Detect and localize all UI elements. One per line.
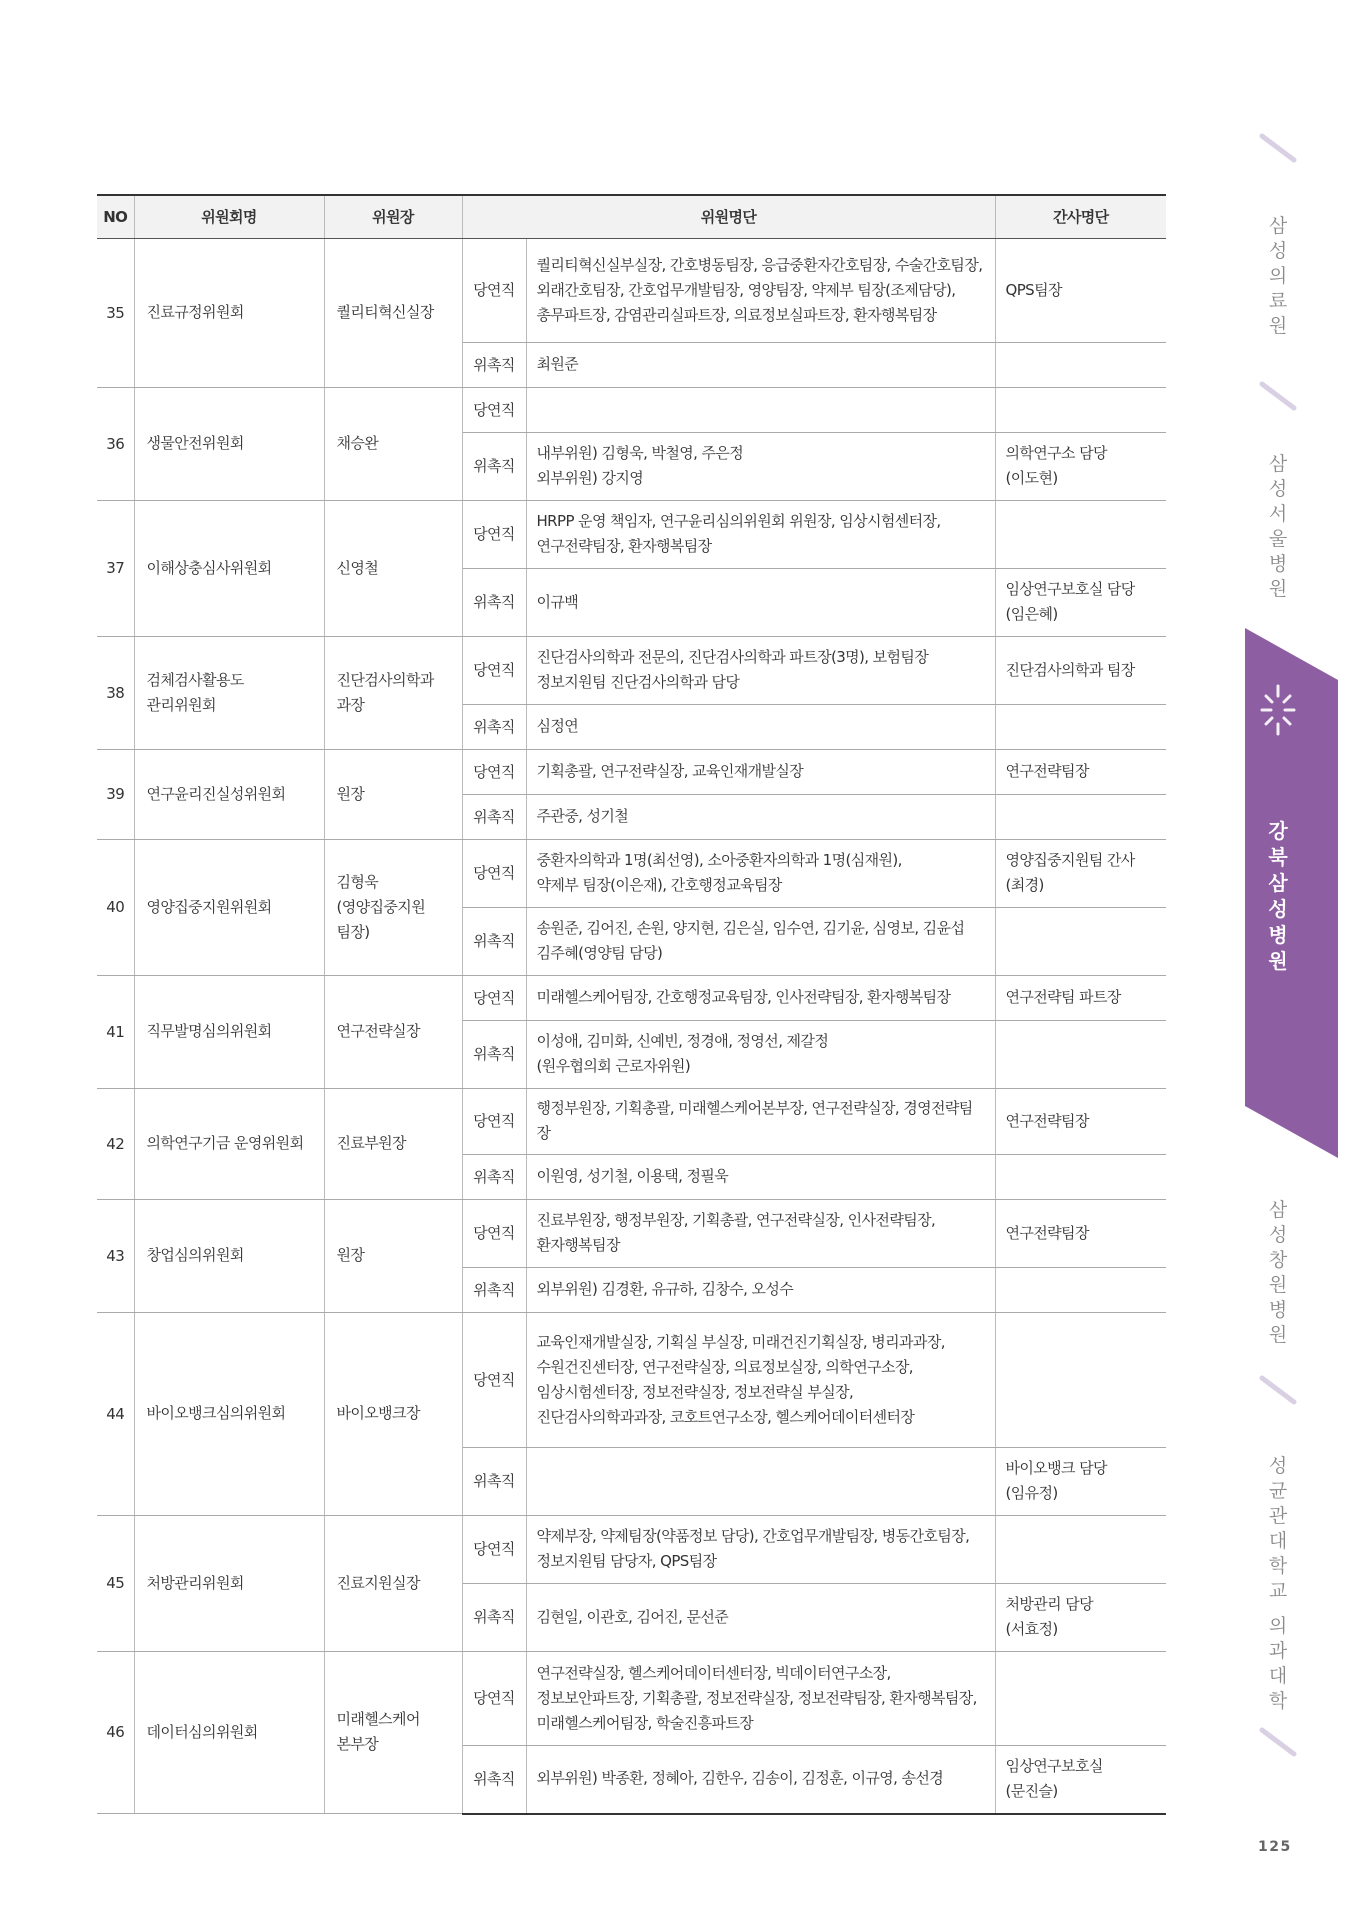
member-type: 당연직	[462, 637, 526, 705]
member-type: 당연직	[462, 239, 526, 343]
secretary: 연구전략팀 파트장	[995, 976, 1166, 1021]
member-type: 당연직	[462, 1652, 526, 1746]
tab-kangbuk-samsung-hospital[interactable]	[1263, 818, 1293, 974]
secretary	[995, 908, 1166, 976]
row-number: 39	[97, 750, 134, 840]
tab-char: 성	[1268, 1224, 1288, 1246]
member-list: 최원준	[526, 343, 995, 388]
secretary: 연구전략팀장	[995, 1200, 1166, 1268]
tab-char: 삼	[1268, 1199, 1288, 1221]
divider-slash-icon	[1258, 132, 1298, 164]
member-type: 위촉직	[462, 343, 526, 388]
secretary	[995, 1516, 1166, 1584]
member-list: 기획총괄, 연구전략실장, 교육인재개발실장	[526, 750, 995, 795]
member-list: 심정연	[526, 705, 995, 750]
tab-char: 병	[1268, 553, 1288, 575]
member-list: 송원준, 김어진, 손원, 양지현, 김은실, 임수연, 김기윤, 심영보, 김윤섭 김주혜(영양팀 담당)	[526, 908, 995, 976]
committee-name: 바이오뱅크심의위원회	[134, 1313, 324, 1516]
secretary	[995, 1268, 1166, 1313]
member-type: 위촉직	[462, 1746, 526, 1814]
row-number: 45	[97, 1516, 134, 1652]
row-number: 41	[97, 976, 134, 1089]
secretary: 영양집중지원팀 간사 (최경)	[995, 840, 1166, 908]
header-committee-name: 위원회명	[134, 195, 324, 239]
header-members: 위원명단	[462, 195, 995, 239]
member-type: 당연직	[462, 750, 526, 795]
tab-char: 교	[1268, 1580, 1288, 1602]
secretary: 진단검사의학과 팀장	[995, 637, 1166, 705]
tab-char: 대	[1268, 1530, 1288, 1552]
tab-char: 북	[1268, 845, 1288, 869]
row-number: 35	[97, 239, 134, 388]
member-list: 진료부원장, 행정부원장, 기획총괄, 연구전략실장, 인사전략팀장, 환자행복팀장	[526, 1200, 995, 1268]
committee-chair: 채승완	[324, 388, 462, 501]
member-type: 당연직	[462, 840, 526, 908]
secretary: QPS팀장	[995, 239, 1166, 343]
secretary	[995, 1652, 1166, 1746]
row-number: 36	[97, 388, 134, 501]
member-list: HRPP 운영 책임자, 연구윤리심의위원회 위원장, 임상시험센터장, 연구전략팀장, 환자행복팀장	[526, 501, 995, 569]
tab-char: 삼	[1268, 215, 1288, 237]
table-row	[97, 976, 1166, 1021]
tab-skku-medical-school[interactable]	[1263, 1454, 1293, 1714]
committee-chair: 진단검사의학과 과장	[324, 637, 462, 750]
secretary: 연구전략팀장	[995, 1089, 1166, 1155]
row-number: 40	[97, 840, 134, 976]
committee-chair: 바이오뱅크장	[324, 1313, 462, 1516]
tab-char: 원	[1268, 1274, 1288, 1296]
committee-table	[97, 194, 1166, 1815]
tab-char: 료	[1268, 290, 1288, 312]
committee-name: 직무발명심의위원회	[134, 976, 324, 1089]
committee-chair: 연구전략실장	[324, 976, 462, 1089]
tab-char: 삼	[1268, 453, 1288, 475]
table-header-row	[97, 195, 1166, 239]
tab-char: 관	[1268, 1505, 1288, 1527]
committee-name: 창업심의위원회	[134, 1200, 324, 1313]
secretary: 임상연구보호실 담당 (임은혜)	[995, 569, 1166, 637]
tab-char: 원	[1268, 578, 1288, 600]
header-no: NO	[97, 195, 134, 239]
divider-slash-icon	[1258, 1726, 1298, 1758]
tab-char: 삼	[1268, 871, 1288, 895]
committee-chair: 진료지원실장	[324, 1516, 462, 1652]
table-row	[97, 750, 1166, 795]
committee-chair: 원장	[324, 750, 462, 840]
table-row	[97, 501, 1166, 569]
sun-burst-icon	[1258, 682, 1298, 738]
divider-slash-icon	[1258, 1374, 1298, 1406]
tab-char	[1263, 1604, 1293, 1614]
member-list: 교육인재개발실장, 기획실 부실장, 미래건진기획실장, 병리과과장, 수원건진센터장, 연구전략실장, 의료정보실장, 의학연구소장, 임상시험센터장, 정보전략실장, 정보전략실 부실장, 진단검사의학과과장, 코호트연구소장, 헬스케어데이터센터장	[526, 1313, 995, 1448]
tab-samsung-changwon-hospital[interactable]	[1263, 1198, 1293, 1348]
secretary	[995, 1021, 1166, 1089]
tab-char: 성	[1268, 478, 1288, 500]
tab-char: 병	[1268, 923, 1288, 947]
member-list	[526, 1448, 995, 1516]
tab-char: 원	[1268, 949, 1288, 973]
tab-char: 의	[1268, 265, 1288, 287]
member-type: 당연직	[462, 1516, 526, 1584]
table-row	[97, 637, 1166, 705]
row-number: 42	[97, 1089, 134, 1200]
tab-char: 학	[1268, 1690, 1288, 1712]
divider-slash-icon	[1258, 380, 1298, 412]
header-secretary: 간사명단	[995, 195, 1166, 239]
member-type: 위촉직	[462, 1021, 526, 1089]
member-list: 이원영, 성기철, 이용택, 정필욱	[526, 1155, 995, 1200]
member-list: 이성애, 김미화, 신예빈, 정경애, 정영선, 제갈정 (원우협의회 근로자위원)	[526, 1021, 995, 1089]
member-type: 당연직	[462, 388, 526, 433]
secretary	[995, 388, 1166, 433]
table-row	[97, 1516, 1166, 1584]
row-number: 43	[97, 1200, 134, 1313]
committee-name: 의학연구기금 운영위원회	[134, 1089, 324, 1200]
committee-name: 이해상충심사위원회	[134, 501, 324, 637]
tab-char: 의	[1268, 1615, 1288, 1637]
member-type: 위촉직	[462, 1268, 526, 1313]
page-number: 125	[1258, 1839, 1292, 1855]
secretary	[995, 1313, 1166, 1448]
tab-char: 강	[1268, 819, 1288, 843]
committee-name: 생물안전위원회	[134, 388, 324, 501]
tab-char: 울	[1268, 528, 1288, 550]
member-type: 위촉직	[462, 705, 526, 750]
committee-name: 영양집중지원위원회	[134, 840, 324, 976]
secretary: 의학연구소 담당 (이도현)	[995, 433, 1166, 501]
table-row	[97, 1200, 1166, 1268]
table-row	[97, 1313, 1166, 1448]
secretary	[995, 1155, 1166, 1200]
member-list: 이규백	[526, 569, 995, 637]
table-row	[97, 1089, 1166, 1155]
member-type: 위촉직	[462, 795, 526, 840]
member-type: 위촉직	[462, 1155, 526, 1200]
row-number: 38	[97, 637, 134, 750]
member-list: 외부위원) 박종환, 정혜아, 김한우, 김송이, 김정훈, 이규영, 송선경	[526, 1746, 995, 1814]
committee-name: 데이터심의위원회	[134, 1652, 324, 1814]
committee-chair: 원장	[324, 1200, 462, 1313]
committee-name: 진료규정위원회	[134, 239, 324, 388]
member-type: 당연직	[462, 1200, 526, 1268]
member-type: 위촉직	[462, 908, 526, 976]
member-type: 위촉직	[462, 433, 526, 501]
table-row	[97, 1652, 1166, 1746]
member-type: 위촉직	[462, 569, 526, 637]
header-chair: 위원장	[324, 195, 462, 239]
tab-char: 성	[1268, 1455, 1288, 1477]
member-list: 행정부원장, 기획총괄, 미래헬스케어본부장, 연구전략실장, 경영전략팀장	[526, 1089, 995, 1155]
member-list: 김현일, 이관호, 김어진, 문선준	[526, 1584, 995, 1652]
tab-char: 성	[1268, 240, 1288, 262]
secretary	[995, 795, 1166, 840]
secretary	[995, 705, 1166, 750]
member-type: 당연직	[462, 976, 526, 1021]
secretary: 임상연구보호실 (문진슬)	[995, 1746, 1166, 1814]
secretary	[995, 501, 1166, 569]
table-row	[97, 388, 1166, 433]
member-list: 주관중, 성기철	[526, 795, 995, 840]
table-row	[97, 239, 1166, 343]
row-number: 37	[97, 501, 134, 637]
secretary: 처방관리 담당 (서효정)	[995, 1584, 1166, 1652]
member-list: 중환자의학과 1명(최선영), 소아중환자의학과 1명(심재원), 약제부 팀장(이은재), 간호행정교육팀장	[526, 840, 995, 908]
committee-chair: 미래헬스케어 본부장	[324, 1652, 462, 1814]
member-type: 위촉직	[462, 1584, 526, 1652]
row-number: 44	[97, 1313, 134, 1516]
member-list: 미래헬스케어팀장, 간호행정교육팀장, 인사전략팀장, 환자행복팀장	[526, 976, 995, 1021]
tab-char: 창	[1268, 1249, 1288, 1271]
tab-char: 균	[1268, 1480, 1288, 1502]
member-type: 당연직	[462, 1313, 526, 1448]
secretary: 바이오뱅크 담당 (임유정)	[995, 1448, 1166, 1516]
member-list: 연구전략실장, 헬스케어데이터센터장, 빅데이터연구소장, 정보보안파트장, 기획총괄, 정보전략실장, 정보전략팀장, 환자행복팀장, 미래헬스케어팀장, 학술진흥파트장	[526, 1652, 995, 1746]
committee-name: 검체검사활용도 관리위원회	[134, 637, 324, 750]
committee-name: 연구윤리진실성위원회	[134, 750, 324, 840]
member-type: 위촉직	[462, 1448, 526, 1516]
member-type: 당연직	[462, 501, 526, 569]
tab-char: 원	[1268, 315, 1288, 337]
member-list: 외부위원) 김경환, 유규하, 김창수, 오성수	[526, 1268, 995, 1313]
tab-char: 원	[1268, 1324, 1288, 1346]
tab-char: 서	[1268, 503, 1288, 525]
secretary: 연구전략팀장	[995, 750, 1166, 795]
member-type: 당연직	[462, 1089, 526, 1155]
committee-name: 처방관리위원회	[134, 1516, 324, 1652]
row-number: 46	[97, 1652, 134, 1814]
tab-char: 대	[1268, 1665, 1288, 1687]
committee-chair: 퀄리티혁신실장	[324, 239, 462, 388]
member-list: 약제부장, 약제팀장(약품정보 담당), 간호업무개발팀장, 병동간호팀장, 정보지원팀 담당자, QPS팀장	[526, 1516, 995, 1584]
secretary	[995, 343, 1166, 388]
member-list: 퀄리티혁신실부실장, 간호병동팀장, 응급중환자간호팀장, 수술간호팀장, 외래간호팀장, 간호업무개발팀장, 영양팀장, 약제부 팀장(조제담당), 총무파트장, 감염관리실파트장, 의료정보실파트장, 환자행복팀장	[526, 239, 995, 343]
tab-char: 성	[1268, 897, 1288, 921]
committee-chair: 김형욱 (영양집중지원 팀장)	[324, 840, 462, 976]
tab-samsung-seoul-hospital[interactable]	[1263, 452, 1293, 602]
member-list: 진단검사의학과 전문의, 진단검사의학과 파트장(3명), 보험팀장 정보지원팀 진단검사의학과 담당	[526, 637, 995, 705]
tab-char: 과	[1268, 1640, 1288, 1662]
committee-chair: 진료부원장	[324, 1089, 462, 1200]
tab-char: 병	[1268, 1299, 1288, 1321]
committee-chair: 신영철	[324, 501, 462, 637]
member-list	[526, 388, 995, 433]
tab-char: 학	[1268, 1555, 1288, 1577]
tab-samsung-medical-center[interactable]	[1263, 214, 1293, 339]
member-list: 내부위원) 김형욱, 박철영, 주은정 외부위원) 강지영	[526, 433, 995, 501]
table-row	[97, 840, 1166, 908]
